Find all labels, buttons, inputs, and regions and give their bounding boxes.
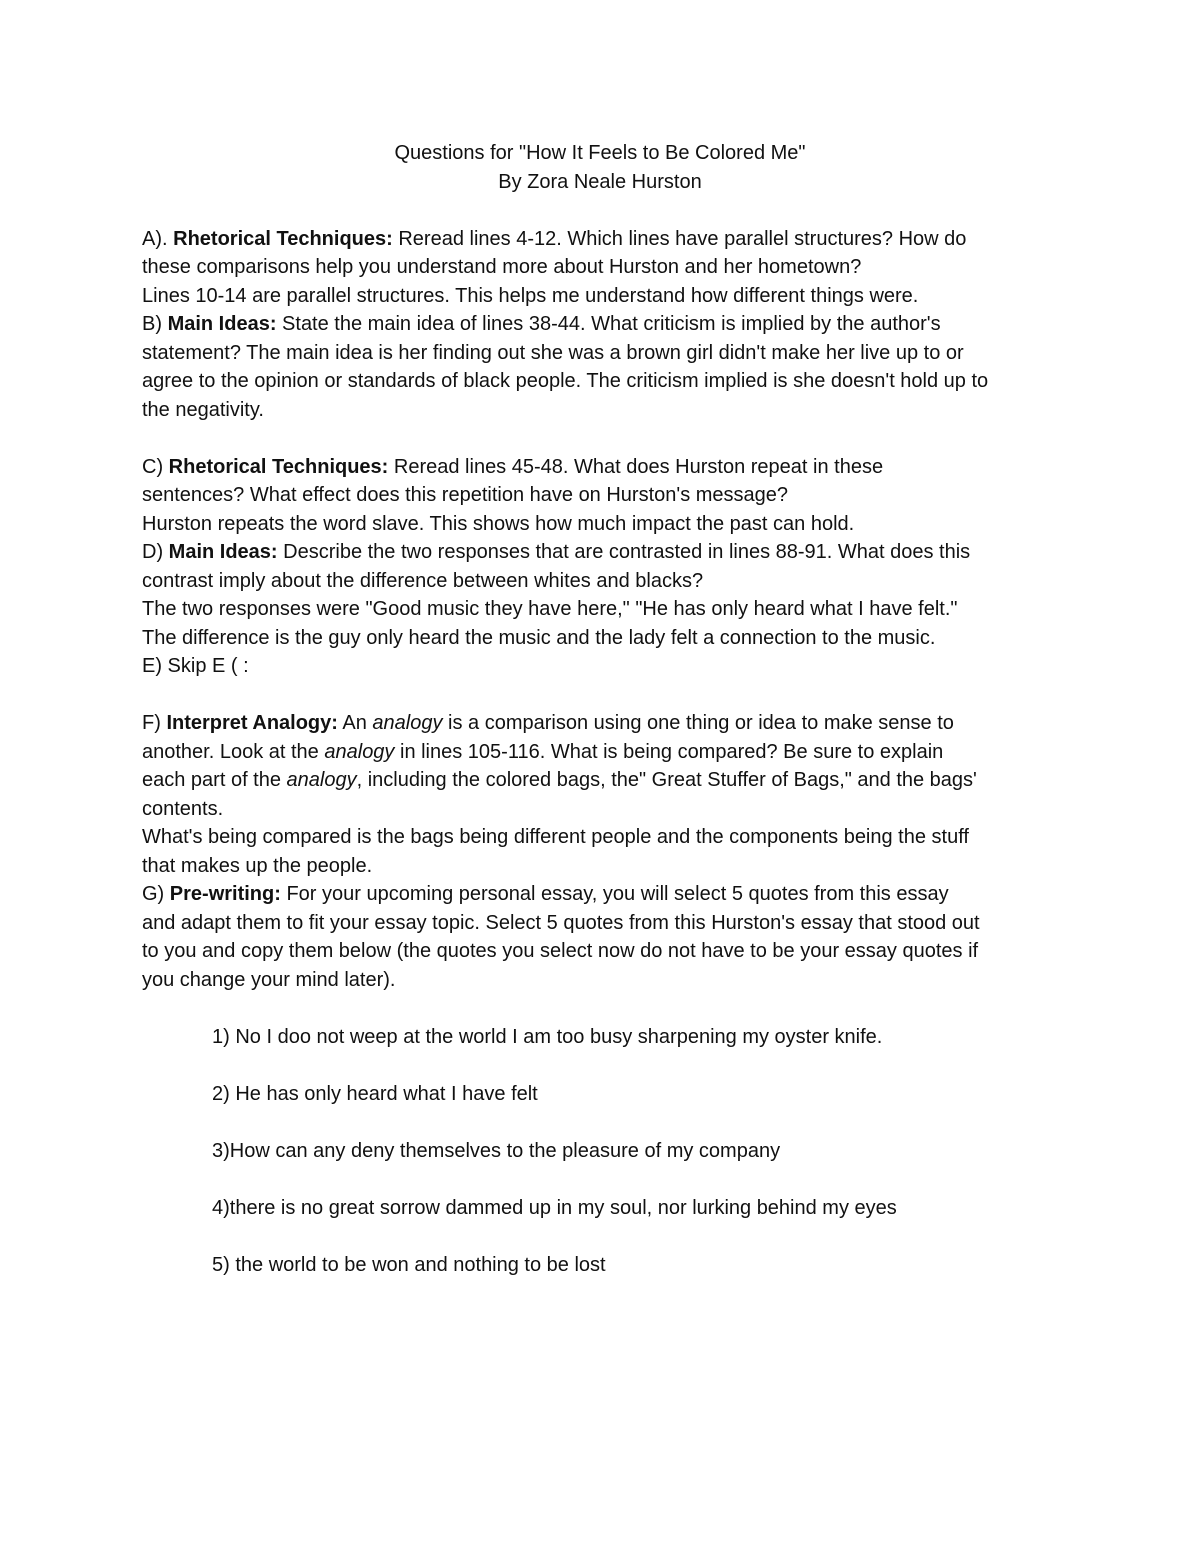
- question-c-line-1: [142, 453, 1062, 482]
- question-c-line-2: sentences? What effect does this repetition have on Hurston's message?: [142, 484, 789, 506]
- question-f-analogy-term: analogy: [286, 769, 357, 791]
- question-g-prefix: G): [142, 883, 170, 905]
- question-a-line-1: [142, 225, 1062, 254]
- question-a-heading: Rhetorical Techniques:: [173, 227, 393, 250]
- spacer: [142, 424, 1062, 453]
- question-f-text-2a: another. Look at the: [142, 740, 325, 763]
- question-f-line-1: [142, 709, 1062, 738]
- question-d-heading: Main Ideas:: [168, 541, 278, 563]
- quote-list: [212, 1023, 1062, 1280]
- answer-d-line-2: The difference is the guy only heard the music and the lady felt a connection to the music.: [142, 626, 936, 649]
- question-b-line-1: [142, 310, 1062, 339]
- answer-d-line-1: The two responses were "Good music they have here," "He has only heard what I have felt.": [142, 598, 958, 620]
- question-f-line-4: contents.: [142, 797, 224, 820]
- answer-f-line-2: that makes up the people.: [142, 854, 373, 877]
- spacer: [142, 196, 1062, 225]
- question-b-heading: Main Ideas:: [167, 313, 277, 335]
- spacer: [212, 1165, 1062, 1194]
- spacer: [142, 994, 1062, 1023]
- question-d-prefix: D): [142, 541, 169, 563]
- question-f-heading: Interpret Analogy:: [166, 712, 338, 734]
- question-f-line-3: [142, 766, 1062, 795]
- question-d-text-1: Describe the two responses that are contrasted in lines 88-91. What does this: [277, 541, 971, 563]
- spacer: [142, 681, 1062, 710]
- question-f-prefix: F): [142, 712, 167, 734]
- quote-item: 3)How can any deny themselves to the pleasure of my company: [212, 1139, 781, 1162]
- question-g-heading: Pre-writing:: [169, 883, 281, 905]
- quote-item: 5) the world to be won and nothing to be lost: [212, 1253, 606, 1276]
- question-e: E) Skip E ( :: [142, 655, 249, 677]
- question-g-line-2: and adapt them to fit your essay topic. Select 5 quotes from this Hurston's essay that stood out: [142, 911, 980, 934]
- question-f-text-1a: An: [337, 712, 373, 734]
- spacer: [212, 1222, 1062, 1251]
- title-block: [140, 139, 1060, 196]
- spacer: [212, 1051, 1062, 1080]
- question-d-line-1: [142, 538, 1062, 567]
- question-b-line-4: the negativity.: [142, 398, 264, 421]
- answer-f-line-1: What's being compared is the bags being different people and the components being the stuff: [142, 826, 969, 848]
- answer-a: Lines 10-14 are parallel structures. This helps me understand how different things were.: [142, 284, 919, 307]
- question-a-prefix: A).: [142, 227, 174, 250]
- question-c-text-1: Reread lines 45-48. What does Hurston repeat in these: [388, 455, 884, 478]
- document-author: By Zora Neale Hurston: [498, 170, 702, 193]
- question-b-line-3: agree to the opinion or standards of black people. The criticism implied is she doesn't hold up to: [142, 370, 989, 392]
- question-g-line-1: [142, 880, 1062, 909]
- question-f-analogy-term: analogy: [372, 712, 443, 734]
- quote-item: 1) No I doo not weep at the world I am too busy sharpening my oyster knife.: [212, 1025, 883, 1048]
- question-f-text-1c: is a comparison using one thing or idea to make sense to: [442, 712, 954, 734]
- document-page: [142, 139, 1062, 1279]
- question-a-line-2: these comparisons help you understand more about Hurston and her hometown?: [142, 256, 862, 278]
- question-d-line-2: contrast imply about the difference between whites and blacks?: [142, 569, 704, 592]
- question-c-heading: Rhetorical Techniques:: [168, 455, 389, 478]
- question-f-text-3a: each part of the: [142, 769, 287, 791]
- question-g-text-1: For your upcoming personal essay, you will select 5 quotes from this essay: [280, 883, 949, 905]
- answer-c: Hurston repeats the word slave. This shows how much impact the past can hold.: [142, 512, 855, 535]
- question-f-text-3c: , including the colored bags, the" Great Stuffer of Bags," and the bags': [356, 769, 977, 791]
- question-b-prefix: B): [142, 313, 168, 335]
- spacer: [212, 1108, 1062, 1137]
- question-g-line-3: to you and copy them below (the quotes you select now do not have to be your essay quotes if: [142, 940, 979, 962]
- question-c-prefix: C): [142, 455, 169, 478]
- question-f-analogy-term: analogy: [324, 740, 395, 763]
- quote-item: 2) He has only heard what I have felt: [212, 1082, 538, 1105]
- question-a-text-1: Reread lines 4-12. Which lines have parallel structures? How do: [392, 227, 967, 250]
- question-f-text-2c: in lines 105-116. What is being compared? Be sure to explain: [394, 740, 944, 763]
- question-b-text-1: State the main idea of lines 38-44. What criticism is implied by the author's: [276, 313, 941, 335]
- question-f-line-2: [142, 738, 1062, 767]
- document-title: Questions for "How It Feels to Be Colored Me": [394, 142, 806, 164]
- question-b-line-2: statement? The main idea is her finding out she was a brown girl didn't make her live up to or: [142, 341, 964, 364]
- question-g-line-4: you change your mind later).: [142, 968, 396, 991]
- quote-item: 4)there is no great sorrow dammed up in my soul, nor lurking behind my eyes: [212, 1196, 897, 1219]
